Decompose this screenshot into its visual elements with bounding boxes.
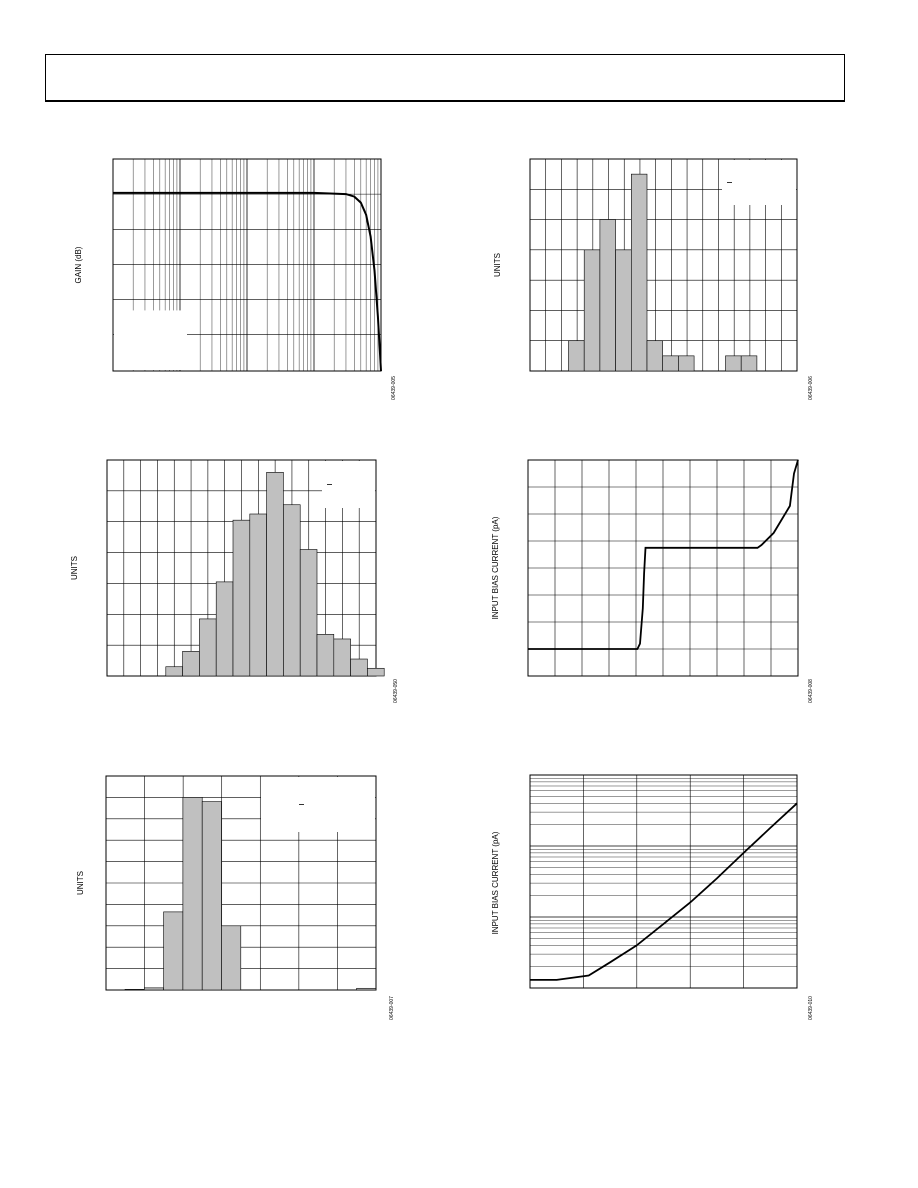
chart-2-bar — [678, 356, 694, 371]
chart-2-legend-area — [722, 160, 796, 205]
chart-6-figure-id: 06439-010 — [808, 996, 814, 1020]
chart-4-grid — [528, 460, 798, 676]
chart-5-bar — [202, 802, 221, 990]
chart-2-ylabel: UNITS — [493, 253, 502, 277]
chart-3-bar — [300, 549, 317, 676]
chart-2-bar — [616, 250, 632, 371]
chart-3-bar — [199, 619, 216, 676]
chart-3-bar — [334, 639, 351, 676]
chart-2-figure-id: 06439-006 — [808, 376, 814, 400]
chart-3-bar — [267, 472, 284, 676]
chart-2-bar — [631, 174, 647, 371]
chart-5-bar — [144, 988, 163, 990]
chart-3-legend-box — [322, 461, 375, 508]
chart-6-bias-current-log — [491, 775, 814, 1020]
chart-5-bar — [357, 988, 376, 990]
chart-3-bar — [183, 651, 200, 676]
chart-3-bar — [216, 582, 233, 676]
chart-5-bar — [164, 912, 183, 990]
chart-1-legend-box — [114, 310, 187, 370]
chart-6-series — [530, 803, 797, 980]
chart-3-ylabel: UNITS — [70, 556, 79, 580]
chart-6-frame — [530, 775, 797, 988]
chart-5-histogram — [76, 776, 395, 1020]
chart-6-series-line — [530, 803, 797, 980]
chart-3-bar — [317, 634, 334, 676]
chart-5-ylabel: UNITS — [76, 871, 85, 895]
chart-3-bar — [351, 659, 368, 676]
chart-4-figure-id: 06439-008 — [808, 679, 814, 703]
chart-3-bar — [283, 505, 300, 676]
chart-6-ylabel: INPUT BIAS CURRENT (pA) — [491, 831, 500, 935]
chart-5-bar — [183, 797, 202, 990]
chart-4-ylabel: INPUT BIAS CURRENT (pA) — [491, 516, 500, 620]
chart-2-legend-box — [722, 160, 796, 205]
chart-1-gain — [74, 159, 397, 400]
chart-2-bar — [584, 250, 600, 371]
chart-1-ylabel: GAIN (dB) — [74, 246, 83, 284]
chart-3-histogram — [70, 460, 399, 703]
chart-5-bar — [222, 926, 241, 990]
chart-5-legend-box — [261, 777, 375, 832]
chart-5-legend-area — [261, 777, 375, 832]
chart-3-bar — [367, 668, 384, 676]
chart-1-legend-area — [114, 310, 187, 370]
chart-4-bias-current — [491, 460, 814, 703]
chart-2-bar — [726, 356, 742, 371]
chart-5-bar — [125, 989, 144, 990]
chart-2-bar — [741, 356, 757, 371]
chart-2-histogram — [493, 159, 814, 400]
chart-1-figure-id: 06439-005 — [391, 376, 397, 400]
chart-3-bar — [166, 667, 183, 676]
chart-2-bar — [569, 341, 585, 371]
chart-3-bar — [233, 520, 250, 676]
chart-2-bar — [647, 341, 663, 371]
chart-5-figure-id: 06439-007 — [389, 996, 395, 1020]
chart-3-bar — [250, 514, 267, 676]
chart-6-grid — [530, 775, 797, 988]
chart-2-bar — [663, 356, 679, 371]
chart-3-figure-id: 06439-050 — [393, 679, 399, 703]
chart-2-bar — [600, 220, 616, 371]
